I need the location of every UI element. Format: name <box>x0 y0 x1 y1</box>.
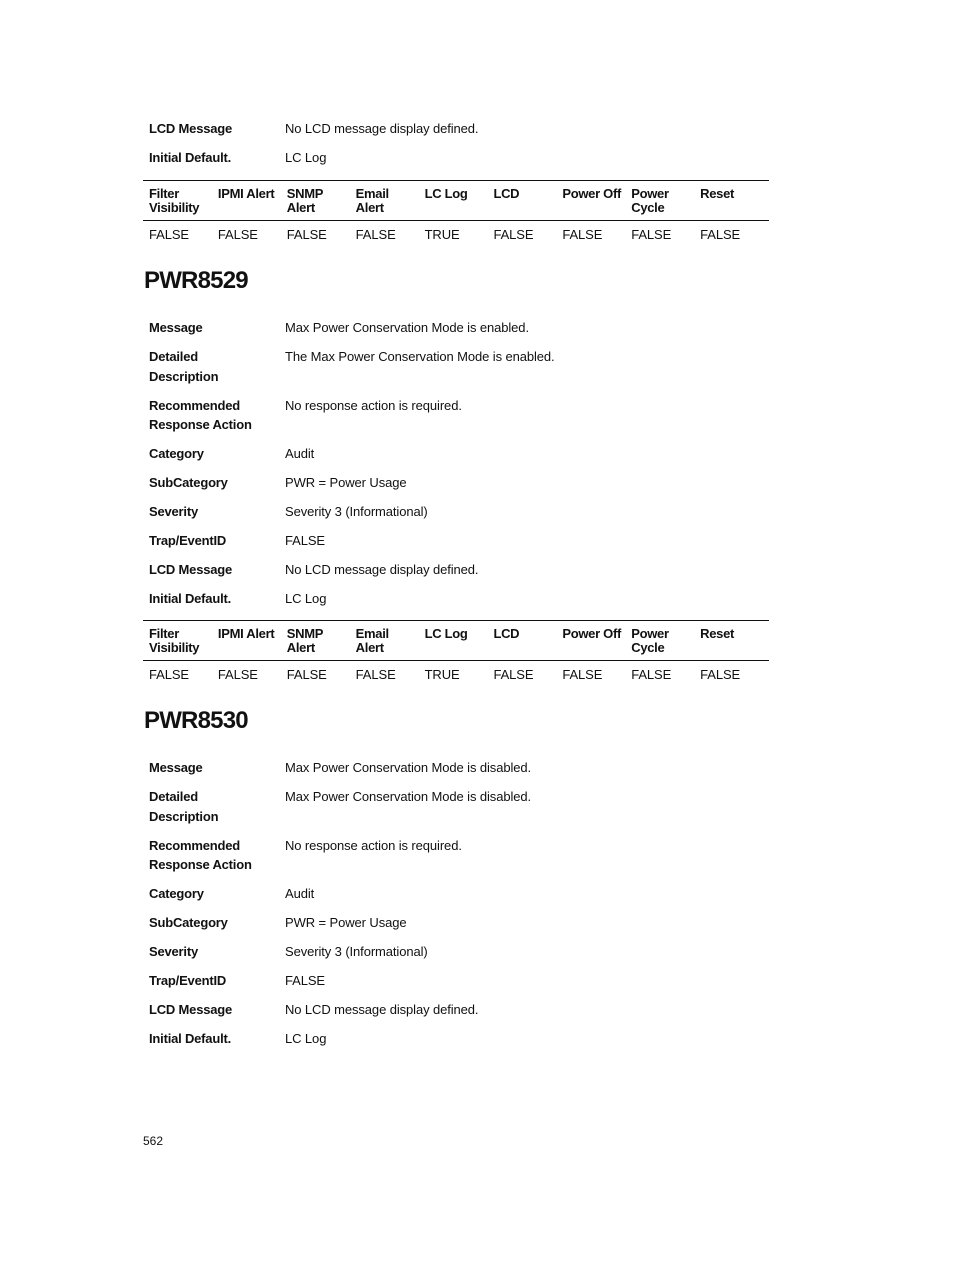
property-value: Audit <box>285 886 315 901</box>
property-value: No response action is required. <box>285 397 462 413</box>
table-header-cell: Email Alert <box>355 186 389 215</box>
pwr8529-properties <box>149 318 769 618</box>
property-label: SubCategory <box>149 475 228 490</box>
property-value: PWR = Power Usage <box>285 475 407 490</box>
section-title-pwr8530: PWR8530 <box>144 707 248 734</box>
table-cell: FALSE <box>493 667 534 682</box>
property-label: Initial Default. <box>149 150 232 165</box>
property-row <box>149 913 769 933</box>
table-header-cell: LCD <box>493 186 520 201</box>
table-header-cell: Filter Visibility <box>149 186 200 215</box>
property-value: Max Power Conservation Mode is enabled. <box>285 320 529 335</box>
table-header-cell: Email Alert <box>355 626 389 655</box>
section-title-pwr8529: PWR8529 <box>144 267 248 294</box>
table-cell: FALSE <box>286 667 327 682</box>
property-row <box>149 1029 769 1049</box>
table-header-cell: SNMP Alert <box>286 626 324 655</box>
property-row <box>149 473 769 493</box>
property-label: Category <box>149 886 204 901</box>
table-cell: FALSE <box>631 667 672 682</box>
table-header-cell: SNMP Alert <box>286 186 324 215</box>
property-label: Detailed Description <box>149 349 219 384</box>
table-header-cell: Filter Visibility <box>149 626 200 655</box>
property-row <box>149 884 769 904</box>
property-label: Recommended Response Action <box>149 837 252 872</box>
property-value: The Max Power Conservation Mode is enabled. <box>285 349 555 364</box>
property-row <box>149 589 769 609</box>
property-row <box>149 318 769 338</box>
property-value: FALSE <box>285 533 325 548</box>
property-row <box>149 787 769 826</box>
table-cell: TRUE <box>424 227 460 242</box>
property-row <box>149 444 769 464</box>
table-header-cell: LCD <box>493 626 520 641</box>
property-value: LC Log <box>285 150 327 165</box>
property-value: FALSE <box>285 973 325 988</box>
property-label: Recommended Response Action <box>149 397 252 432</box>
property-value: No response action is required. <box>285 837 462 853</box>
property-value: LC Log <box>285 1031 327 1046</box>
table-row <box>143 661 769 682</box>
property-value: Max Power Conservation Mode is disabled. <box>285 760 532 775</box>
pwr8529-filter-table <box>143 620 769 682</box>
property-row <box>149 942 769 962</box>
table-header-cell: LC Log <box>424 186 468 201</box>
table-header-row <box>143 180 769 221</box>
property-label: Message <box>149 320 203 335</box>
property-label: Detailed Description <box>149 789 219 824</box>
table-header-cell: Reset <box>700 186 735 201</box>
property-row <box>149 1000 769 1020</box>
property-row <box>149 347 769 386</box>
property-label: LCD Message <box>149 121 233 136</box>
property-row <box>149 560 769 580</box>
property-label: Trap/EventID <box>149 533 227 548</box>
property-value: No LCD message display defined. <box>285 562 479 577</box>
table-cell: FALSE <box>286 227 327 242</box>
property-label: Trap/EventID <box>149 973 227 988</box>
pwr8530-properties <box>149 758 769 1058</box>
table-header-cell: Power Off <box>562 186 622 201</box>
table-header-cell: Reset <box>700 626 735 641</box>
table-cell: FALSE <box>700 227 741 242</box>
property-value: No LCD message display defined. <box>285 121 479 136</box>
property-row <box>149 971 769 991</box>
table-cell: FALSE <box>700 667 741 682</box>
property-value: No LCD message display defined. <box>285 1002 479 1017</box>
table-cell: FALSE <box>149 667 189 682</box>
table-header-cell: Power Cycle <box>631 626 669 655</box>
property-row <box>149 531 769 551</box>
table-header-cell: IPMI Alert <box>217 626 275 641</box>
property-label: LCD Message <box>149 1002 233 1017</box>
top-properties <box>149 119 769 177</box>
property-label: Initial Default. <box>149 1031 232 1046</box>
table-cell: FALSE <box>562 667 603 682</box>
page-number: 562 <box>143 1134 164 1148</box>
table-header-cell: IPMI Alert <box>217 186 275 201</box>
table-cell: FALSE <box>631 227 672 242</box>
property-label: Severity <box>149 504 198 519</box>
table-cell: TRUE <box>424 667 460 682</box>
property-value: Severity 3 (Informational) <box>285 944 428 959</box>
table-cell: FALSE <box>217 667 258 682</box>
property-row <box>149 502 769 522</box>
table-cell: FALSE <box>149 227 189 242</box>
property-value: Severity 3 (Informational) <box>285 504 428 519</box>
property-row <box>149 119 769 139</box>
property-value: Audit <box>285 446 315 461</box>
table-header-cell: Power Cycle <box>631 186 669 215</box>
property-value: LC Log <box>285 591 327 606</box>
property-row <box>149 836 769 875</box>
table-header-row <box>143 620 769 661</box>
property-label: SubCategory <box>149 915 228 930</box>
table-cell: FALSE <box>355 667 396 682</box>
property-label: Message <box>149 760 203 775</box>
property-row <box>149 148 769 168</box>
property-label: Severity <box>149 944 198 959</box>
table-cell: FALSE <box>562 227 603 242</box>
property-value: Max Power Conservation Mode is disabled. <box>285 789 532 804</box>
table-cell: FALSE <box>493 227 534 242</box>
table-cell: FALSE <box>355 227 396 242</box>
top-filter-table <box>143 180 769 242</box>
property-label: Initial Default. <box>149 591 232 606</box>
property-value: PWR = Power Usage <box>285 915 407 930</box>
property-row <box>149 396 769 435</box>
property-label: LCD Message <box>149 562 233 577</box>
table-header-cell: LC Log <box>424 626 468 641</box>
property-label: Category <box>149 446 204 461</box>
table-row <box>143 221 769 242</box>
table-header-cell: Power Off <box>562 626 622 641</box>
property-row <box>149 758 769 778</box>
table-cell: FALSE <box>217 227 258 242</box>
